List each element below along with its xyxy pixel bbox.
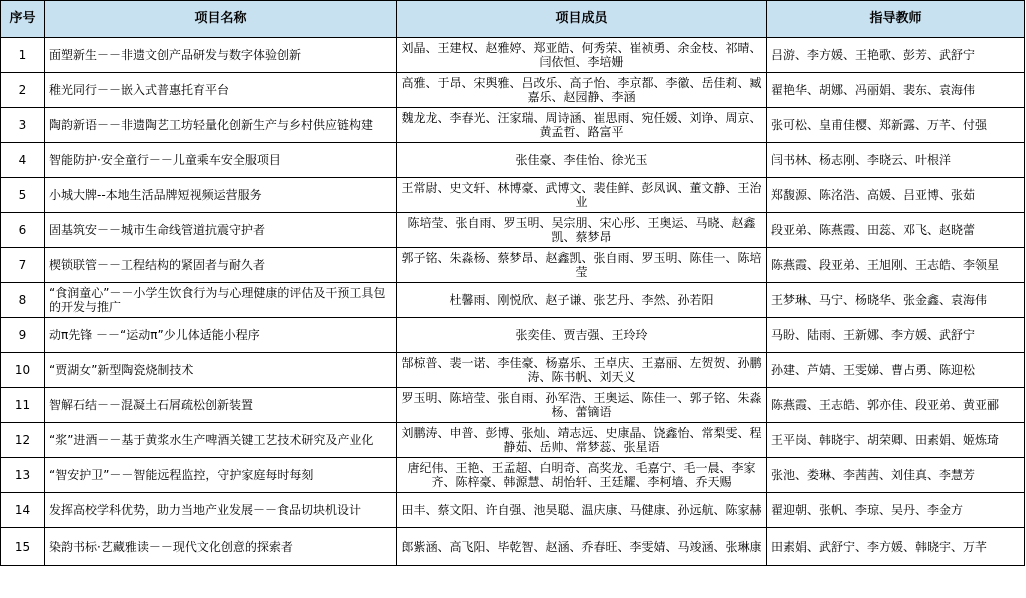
table-row [1, 143, 1025, 178]
cell-advisors: 翟艳华、胡娜、冯丽娟、裴东、袁海伟 [767, 73, 1025, 108]
cell-advisors: 吕游、李方媛、王艳歌、彭芳、武舒宁 [767, 38, 1025, 73]
cell-project-name: 动π先锋 －－“运动π”少儿体适能小程序 [45, 318, 397, 353]
header-members: 项目成员 [397, 1, 767, 38]
table-row [1, 458, 1025, 493]
cell-members: 王常尉、史文轩、林博豪、武博文、裴佳鲜、彭凤讽、董文静、王治业 [397, 178, 767, 213]
table-row [1, 108, 1025, 143]
cell-advisors: 王梦琳、马宁、杨晓华、张金鑫、袁海伟 [767, 283, 1025, 318]
table-row [1, 213, 1025, 248]
cell-index: 7 [1, 248, 45, 283]
table-row [1, 318, 1025, 353]
cell-advisors: 张可松、皇甫佳樱、郑新露、万芊、付强 [767, 108, 1025, 143]
cell-members: 陈培莹、张自雨、罗玉明、吴宗朋、宋心彤、王奥运、马晓、赵鑫凯、蔡梦昂 [397, 213, 767, 248]
cell-advisors: 王平岗、韩晓宇、胡荣卿、田素娟、姬炼琦 [767, 423, 1025, 458]
cell-project-name: “食润童心”－－小学生饮食行为与心理健康的评估及干预工具包的开发与推广 [45, 283, 397, 318]
cell-advisors: 陈燕霞、段亚弟、王旭刚、王志皓、李领星 [767, 248, 1025, 283]
cell-index: 4 [1, 143, 45, 178]
cell-project-name: 楔锁联管－－工程结构的紧固者与耐久者 [45, 248, 397, 283]
cell-project-name: “贾湖女”新型陶瓷烧制技术 [45, 353, 397, 388]
cell-index: 6 [1, 213, 45, 248]
cell-index: 9 [1, 318, 45, 353]
cell-advisors: 张池、娄琳、李茜茜、刘佳真、李慧芳 [767, 458, 1025, 493]
cell-members: 张佳豪、李佳怡、徐光玉 [397, 143, 767, 178]
table-row [1, 528, 1025, 566]
header-project-name: 项目名称 [45, 1, 397, 38]
cell-index: 10 [1, 353, 45, 388]
cell-advisors: 马盼、陆雨、王新娜、李方媛、武舒宁 [767, 318, 1025, 353]
cell-project-name: 小城大牌--本地生活品牌短视频运营服务 [45, 178, 397, 213]
cell-members: 郜椋普、裴一诺、李佳豪、杨嘉乐、王卓庆、王嘉丽、左贺贺、孙鹏涛、陈书帆、刘天义 [397, 353, 767, 388]
cell-project-name: 发挥高校学科优势，助力当地产业发展－－食品切块机设计 [45, 493, 397, 528]
cell-index: 8 [1, 283, 45, 318]
cell-project-name: 智能防护·安全童行－－儿童乘车安全服项目 [45, 143, 397, 178]
header-row [1, 1, 1025, 38]
cell-index: 5 [1, 178, 45, 213]
cell-index: 11 [1, 388, 45, 423]
table-row [1, 283, 1025, 318]
cell-advisors: 孙建、芦婧、王雯娣、曹占勇、陈迎松 [767, 353, 1025, 388]
cell-index: 15 [1, 528, 45, 566]
cell-advisors: 陈燕霞、王志皓、郭亦佳、段亚弟、黄亚郦 [767, 388, 1025, 423]
cell-index: 1 [1, 38, 45, 73]
cell-index: 12 [1, 423, 45, 458]
cell-members: 郭子铭、朱淼杨、蔡梦昂、赵鑫凯、张自雨、罗玉明、陈佳一、陈培莹 [397, 248, 767, 283]
cell-members: 杜馨雨、刚悦欣、赵子谦、张艺丹、李然、孙若阳 [397, 283, 767, 318]
table-row [1, 38, 1025, 73]
table-row [1, 423, 1025, 458]
table-row [1, 353, 1025, 388]
cell-project-name: 染韵书标·艺藏雅读－－现代文化创意的探索者 [45, 528, 397, 566]
table-row [1, 248, 1025, 283]
cell-members: 张奕佳、贾吉强、王玲玲 [397, 318, 767, 353]
cell-members: 魏龙龙、李春光、汪家瑞、周诗涵、崔思雨、宛任媛、刘诤、周京、黄孟哲、路富平 [397, 108, 767, 143]
cell-advisors: 闫书林、杨志刚、李晓云、叶根洋 [767, 143, 1025, 178]
cell-members: 高雅、于昂、宋舆雅、吕改乐、高子怡、李京都、李徽、岳佳莉、臧嘉乐、赵园静、李涵 [397, 73, 767, 108]
cell-advisors: 翟迎朝、张帆、李琼、吴丹、李金方 [767, 493, 1025, 528]
header-index: 序号 [1, 1, 45, 38]
table-row [1, 73, 1025, 108]
cell-members: 罗玉明、陈培莹、张自雨、孙军浩、王奥运、陈佳一、郭子铭、朱淼杨、蕾镝语 [397, 388, 767, 423]
cell-members: 田丰、蔡文阳、许自强、池昊聪、温庆康、马健康、孙远航、陈家赫 [397, 493, 767, 528]
cell-project-name: “浆”进酒－－基于黄浆水生产啤酒关键工艺技术研究及产业化 [45, 423, 397, 458]
cell-index: 2 [1, 73, 45, 108]
cell-project-name: 智解石结－－混凝土石屑疏松创新装置 [45, 388, 397, 423]
cell-advisors: 段亚弟、陈燕霞、田蕊、邓飞、赵晓蕾 [767, 213, 1025, 248]
cell-members: 刘鹏涛、申普、彭博、张灿、靖志远、史康晶、饶鑫怡、常梨雯、程静茹、岳帅、常梦蕊、张星语 [397, 423, 767, 458]
cell-index: 3 [1, 108, 45, 143]
cell-project-name: 面塑新生－－非遗文创产品研发与数字体验创新 [45, 38, 397, 73]
cell-advisors: 田素娟、武舒宁、李方媛、韩晓宇、万芊 [767, 528, 1025, 566]
cell-members: 唐纪伟、王艳、王孟超、白明奇、高奖龙、毛嘉宁、毛一晨、李家齐、陈梓豪、韩源慧、胡怡轩、王廷耀、李柯墙、乔天赐 [397, 458, 767, 493]
cell-advisors: 郑馥源、陈洺浩、高媛、吕亚博、张茹 [767, 178, 1025, 213]
cell-index: 14 [1, 493, 45, 528]
cell-index: 13 [1, 458, 45, 493]
cell-project-name: 陶韵新语－－非遗陶艺工坊轻量化创新生产与乡村供应链构建 [45, 108, 397, 143]
cell-project-name: 稚光同行－－嵌入式普惠托育平台 [45, 73, 397, 108]
table-row [1, 388, 1025, 423]
cell-members: 刘晶、王建权、赵雅婷、郑亚皓、何秀荣、崔祯勇、余金枝、祁晴、闫依恒、李培姗 [397, 38, 767, 73]
cell-project-name: “智安护卫”－－智能远程监控，守护家庭每时每刻 [45, 458, 397, 493]
table-row [1, 178, 1025, 213]
cell-members: 郎紫涵、高飞阳、毕乾智、赵涵、乔春旺、李雯婧、马竣涵、张琳康 [397, 528, 767, 566]
cell-project-name: 固基筑安－－城市生命线管道抗震守护者 [45, 213, 397, 248]
header-advisors: 指导教师 [767, 1, 1025, 38]
table-row [1, 493, 1025, 528]
